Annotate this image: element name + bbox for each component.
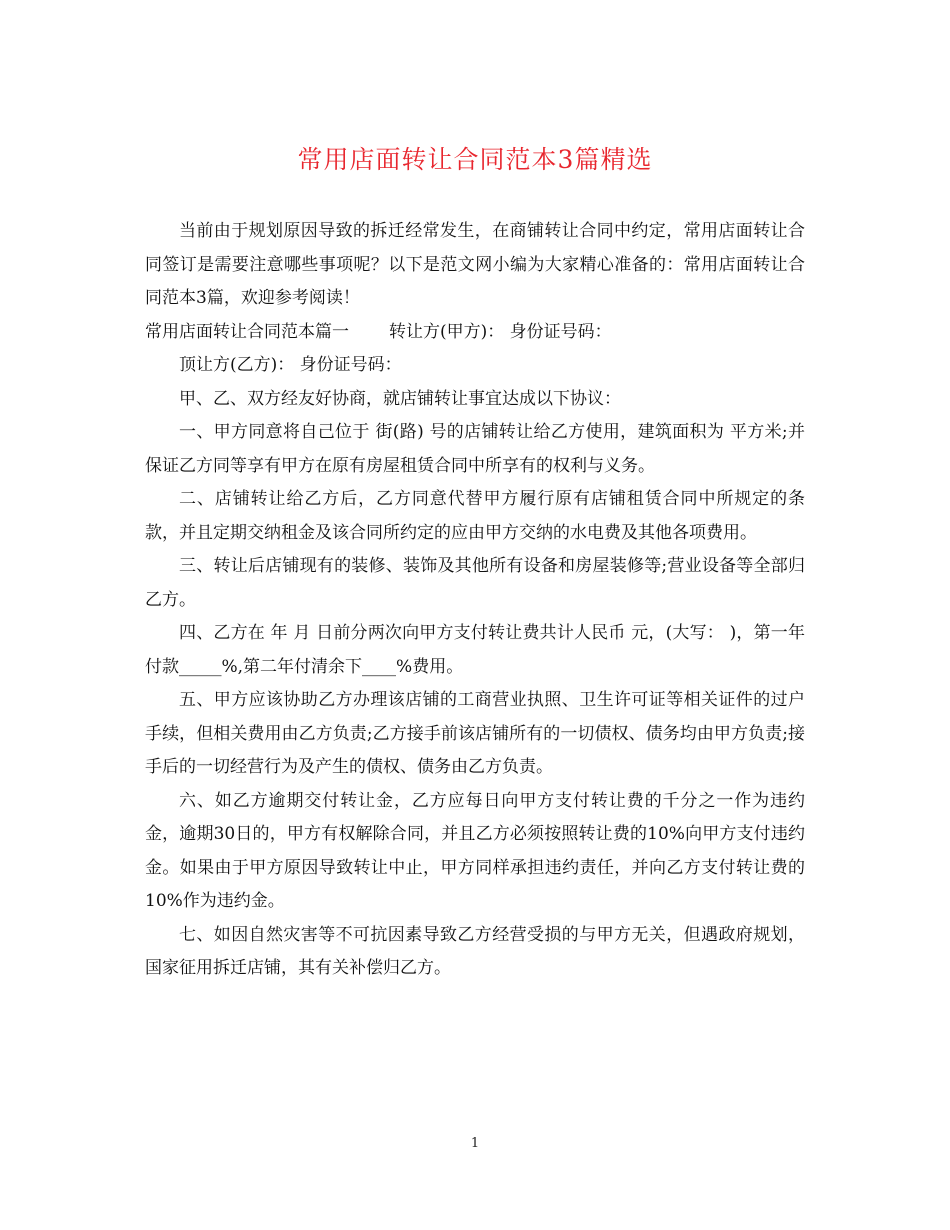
party-a-line: 转让方(甲方)： 身份证号码： <box>389 321 612 342</box>
document-title: 常用店面转让合同范本3篇精选 <box>297 145 653 174</box>
section-heading: 常用店面转让合同范本篇一 <box>145 321 349 342</box>
party-b-line: 顶让方(乙方)： 身份证号码： <box>179 355 402 375</box>
clause-5: 五、甲方应该协助乙方办理该店铺的工商营业执照、卫生许可证等相关证件的过户手续，但相关费用由乙方负责;乙方接手前该店铺所有的一切债权、债务均由甲方负责;接手后的一切经营行为及产生的债权、债务由乙方负责。 <box>145 690 805 777</box>
clause-2: 二、店铺转让给乙方后，乙方同意代替甲方履行原有店铺租赁合同中所规定的条款，并且定期交纳租金及该合同所约定的应由甲方交纳的水电费及其他各项费用。 <box>145 489 805 543</box>
page-number: 1 <box>470 1136 480 1151</box>
clause-3: 三、转让后店铺现有的装修、装饰及其他所有设备和房屋装修等;营业设备等全部归乙方。 <box>145 556 805 610</box>
agreement-intro: 甲、乙、双方经友好协商，就店铺转让事宜达成以下协议： <box>179 388 621 409</box>
intro-paragraph: 当前由于规划原因导致的拆迁经常发生，在商铺转让合同中约定，常用店面转让合同签订是需要注意哪些事项呢？以下是范文网小编为大家精心准备的：常用店面转让合同范本3篇，欢迎参考阅读！ <box>145 221 805 308</box>
clause-1: 一、甲方同意将自己位于 街(路) 号的店铺转让给乙方使用，建筑面积为 平方米;并保证乙方同等享有甲方在原有房屋租赁合同中所享有的权利与义务。 <box>145 422 805 476</box>
clause-7: 七、如因自然灾害等不可抗因素导致乙方经营受损的与甲方无关，但遇政府规划，国家征用拆迁店铺，其有关补偿归乙方。 <box>145 924 805 978</box>
clause-4: 四、乙方在 年 月 日前分两次向甲方支付转让费共计人民币 元，(大写： )，第一年付款_____%,第二年付清余下____%费用。 <box>145 623 805 677</box>
section-heading-line <box>145 316 805 350</box>
clause-6: 六、如乙方逾期交付转让金，乙方应每日向甲方支付转让费的千分之一作为违约金，逾期30日的，甲方有权解除合同，并且乙方必须按照转让费的10%向甲方支付违约金。如果由于甲方原因导致转让中止，甲方同样承担违约责任，并向乙方支付转让费的10%作为违约金。 <box>145 790 805 911</box>
document-body <box>145 215 805 986</box>
spacer <box>349 316 389 350</box>
